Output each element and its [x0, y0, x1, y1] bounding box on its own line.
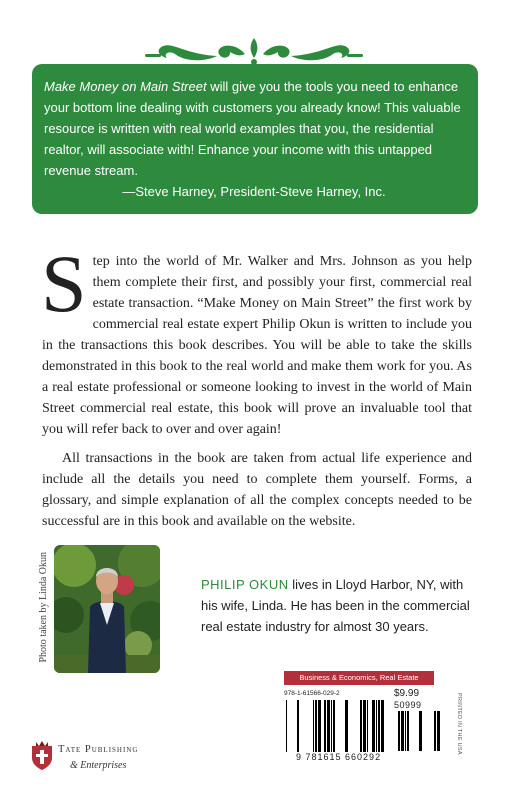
price-code: 50999: [394, 700, 422, 710]
barcode-bar: [331, 700, 332, 752]
barcode-bar: [407, 711, 409, 751]
barcode-bar: [318, 700, 321, 752]
barcode-bar: [398, 711, 400, 751]
endorsement-quote-box: [32, 64, 478, 214]
author-bio-text: lives in Lloyd Harbor, NY, with his wife, Linda. He has been in the commercial real estate industry for almost 30 years.: [201, 577, 470, 634]
quote-attribution: —Steve Harney, President-Steve Harney, Inc.: [122, 184, 386, 199]
author-photo: [54, 545, 160, 673]
author-photo-image: [54, 545, 160, 673]
quote-body: will give you the tools you need to enhance your bottom line dealing with customers you already know! This valuable resource is written with real world examples that you, the residential realtor, will associate with! Enhance your income with this untapped revenue stream.: [44, 79, 461, 178]
barcode-bar: [363, 700, 366, 752]
author-name: PHILIP OKUN: [201, 577, 289, 592]
barcode-bar: [401, 711, 404, 751]
category-label: Business & Economics, Real Estate: [284, 671, 434, 685]
barcode-bar: [381, 700, 384, 752]
quote-book-title: Make Money on Main Street: [44, 79, 207, 94]
printed-in-label: PRINTED IN THE USA: [456, 693, 462, 755]
description-paragraph-1-text: tep into the world of Mr. Walker and Mrs. Johnson as you help them complete their first, and possibly your first, commercial real estate transaction. “Make Money on Main Street” the first work by commercial real estate expert Philip Okun is written to include you in the transactions this book describes. You will be able to take the skills demonstrated in this book to the real world and make them work for you. As a real estate professional or someone looking to invest in the world of Main Street commercial real estate, this book will prove an invaluable tool that you will refer back to over and over again!: [42, 254, 472, 437]
barcode-bar: [286, 700, 287, 752]
barcode-bar: [434, 711, 436, 751]
barcode-bar: [405, 711, 406, 751]
drop-cap: S: [41, 238, 87, 329]
publisher-crest-icon: [30, 740, 54, 772]
description-paragraph-1: [41, 238, 472, 440]
barcode-bar: [419, 711, 422, 751]
publisher-logo: [30, 740, 200, 780]
barcode-bar: [345, 700, 348, 752]
endorsement-text: [44, 76, 464, 181]
photo-credit: Photo taken by Linda Okun: [38, 552, 49, 663]
publisher-name: Tate Publishing: [58, 744, 139, 755]
barcode-bars: [284, 700, 388, 752]
barcode-bar: [327, 700, 330, 752]
barcode-bar: [378, 700, 380, 752]
price-barcode-bars: [394, 711, 440, 751]
publisher-subtitle: & Enterprises: [70, 760, 127, 771]
ornament-flourish: [145, 36, 363, 66]
price: $9.99: [394, 688, 420, 699]
author-bio: [201, 574, 471, 637]
barcode-bar: [372, 700, 375, 752]
isbn-number: 978-1-61566-029-2: [284, 690, 340, 697]
description-paragraph-2: All transactions in the book are taken from actual life experience and include all the details you need to complete them yourself. Forms, a glossary, and simple explanation of all the complex concepts needed to be successful are in this book and available on the website.: [42, 451, 472, 529]
barcode-bar: [376, 700, 377, 752]
barcode-bar: [367, 700, 368, 752]
barcode-bar: [315, 700, 317, 752]
barcode-bar: [313, 700, 314, 752]
barcode-bar: [324, 700, 326, 752]
isbn-barcode: [284, 690, 442, 766]
book-description: [41, 238, 472, 540]
barcode-bar: [437, 711, 440, 751]
isbn-digits: 9 781615 660292: [296, 752, 382, 762]
barcode-bar: [297, 700, 299, 752]
barcode-bar: [360, 700, 362, 752]
barcode-bar: [333, 700, 335, 752]
